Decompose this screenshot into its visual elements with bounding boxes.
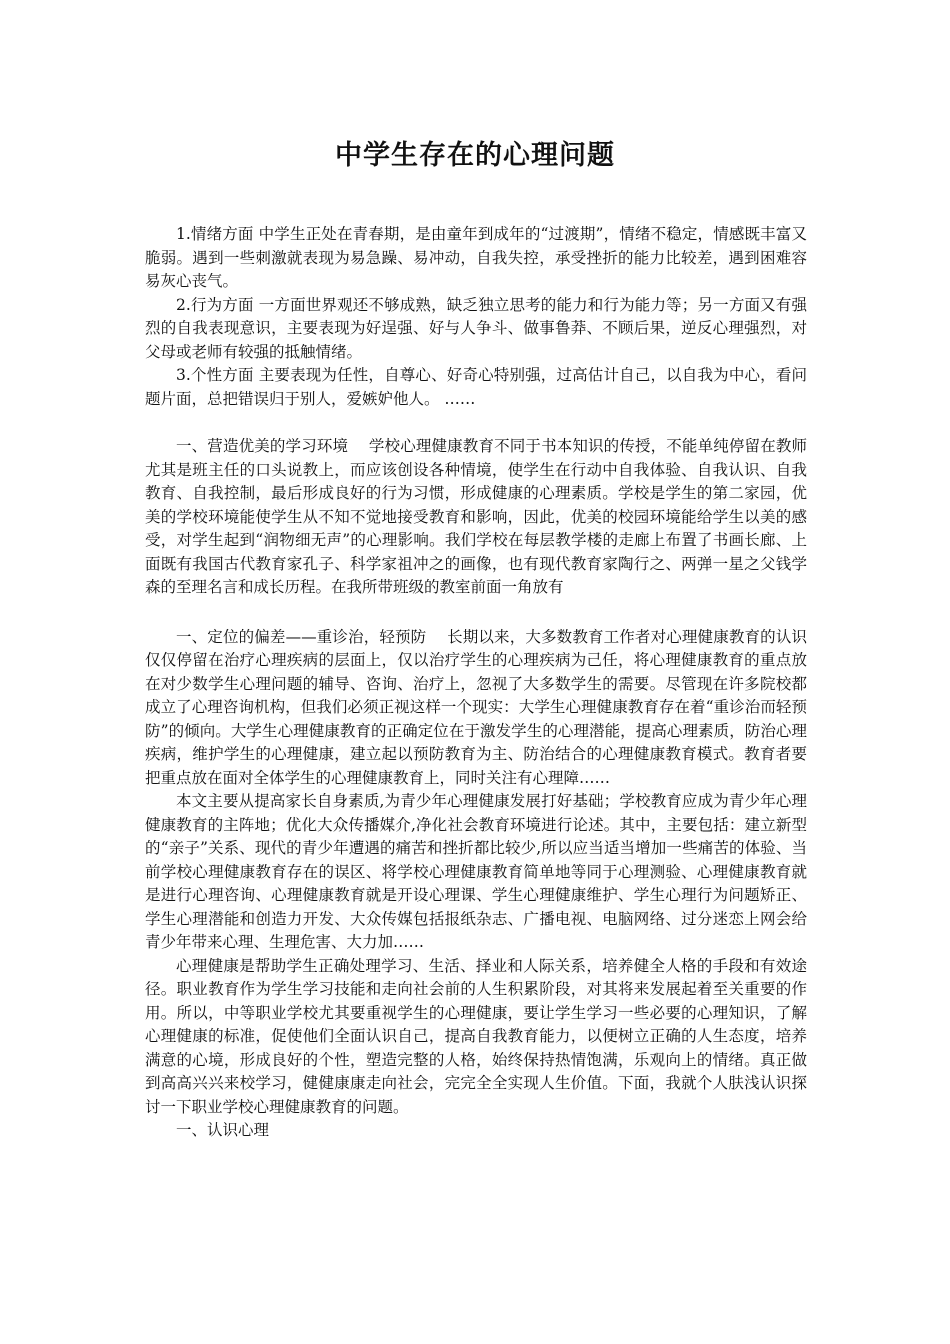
paragraph-positioning: 一、定位的偏差——重诊治，轻预防 长期以来，大多数教育工作者对心理健康教育的认识仅仅停留在治疗心理疾病的层面上，仅以治疗学生的心理疾病为己任，将心理健康教育的重点放在对少数学生心理问题的辅导、咨询、治疗上，忽视了大多数学生的需要。尽管现在许多院校都成立了心理咨询机构，但我们必须正视这样一个现实：大学生心理健康教育存在着“重诊治而轻预防”的倾向。大学生心理健康教育的正确定位在于激发学生的心理潜能，提高心理素质，防治心理疾病，维护学生的心理健康，建立起以预防教育为主、防治结合的心理健康教育模式。教育者要把重点放在面对全体学生的心理健康教育上，同时关注有心理障…… xyxy=(145,627,807,787)
paragraph-emotion: 1.情绪方面 中学生正处在青春期，是由童年到成年的“过渡期”，情绪不稳定，情感既丰富又脆弱。遇到一些刺激就表现为易急躁、易冲动，自我失控，承受挫折的能力比较差，遇到困难容易灰心丧气。 xyxy=(145,225,807,290)
section-spacer xyxy=(145,411,807,435)
document-body xyxy=(145,223,807,1143)
paragraph-summary: 本文主要从提高家长自身素质,为青少年心理健康发展打好基础；学校教育应成为青少年心理健康教育的主阵地；优化大众传播媒介,净化社会教育环境进行论述。其中，主要包括：建立新型的“亲子”关系、现代的青少年遭遇的痛苦和挫折都比较少,所以应当适当增加一些痛苦的体验、当前学校心理健康教育存在的误区、将学校心理健康教育简单地等同于心理测验、心理健康教育就是进行心理咨询、心理健康教育就是开设心理课、学生心理健康维护、学生心理行为问题矫正、学生心理潜能和创造力开发、大众传媒包括报纸杂志、广播电视、电脑网络、过分迷恋上网会给青少年带来心理、生理危害、大力加…… xyxy=(145,792,807,951)
paragraph-heading-understanding: 一、认识心理 xyxy=(176,1121,270,1139)
document-title: 中学生存在的心理问题 xyxy=(335,140,615,171)
paragraph-behavior: 2.行为方面 一方面世界观还不够成熟，缺乏独立思考的能力和行为能力等；另一方面又有强烈的自我表现意识，主要表现为好逞强、好与人争斗、做事鲁莽、不顾后果，逆反心理强烈，对父母或老师有较强的抵触情绪。 xyxy=(145,295,807,361)
paragraph-personality: 3.个性方面 主要表现为任性，自尊心、好奇心特别强，过高估计自己，以自我为中心，看问题片面，总把错误归于别人，爱嫉妒他人。 …… xyxy=(145,366,807,408)
paragraph-mental-health: 心理健康是帮助学生正确处理学习、生活、择业和人际关系，培养健全人格的手段和有效途径。职业教育作为学生学习技能和走向社会前的人生积累阶段，对其将来发展起着至关重要的作用。所以，中等职业学校尤其要重视学生的心理健康，要让学生学习一些必要的心理知识，了解心理健康的标准，促使他们全面认识自己，提高自我教育能力，以便树立正确的人生态度，培养满意的心境，形成良好的个性，塑造完整的人格，始终保持热情饱满，乐观向上的情绪。真正做到高高兴兴来校学习，健健康康走向社会，完完全全实现人生价值。下面，我就个人肤浅认识探讨一下职业学校心理健康教育的问题。 xyxy=(145,956,807,1116)
paragraph-learning-environment: 一、营造优美的学习环境 学校心理健康教育不同于书本知识的传授，不能单纯停留在教师尤其是班主任的口头说教上，而应该创设各种情境，使学生在行动中自我体验、自我认识、自我教育、自我控制，最后形成良好的行为习惯，形成健康的心理素质。学校是学生的第二家园，优美的学校环境能使学生从不知不觉地接受教育和影响，因此，优美的校园环境能给学生以美的感受，对学生起到“润物细无声”的心理影响。我们学校在每层教学楼的走廊上布置了书画长廊、上面既有我国古代教育家孔子、科学家祖冲之的画像，也有现代教育家陶行之、两弹一星之父钱学森的至理名言和成长历程。在我所带班级的教室前面一角放有 xyxy=(145,437,807,596)
section-spacer xyxy=(145,600,807,626)
